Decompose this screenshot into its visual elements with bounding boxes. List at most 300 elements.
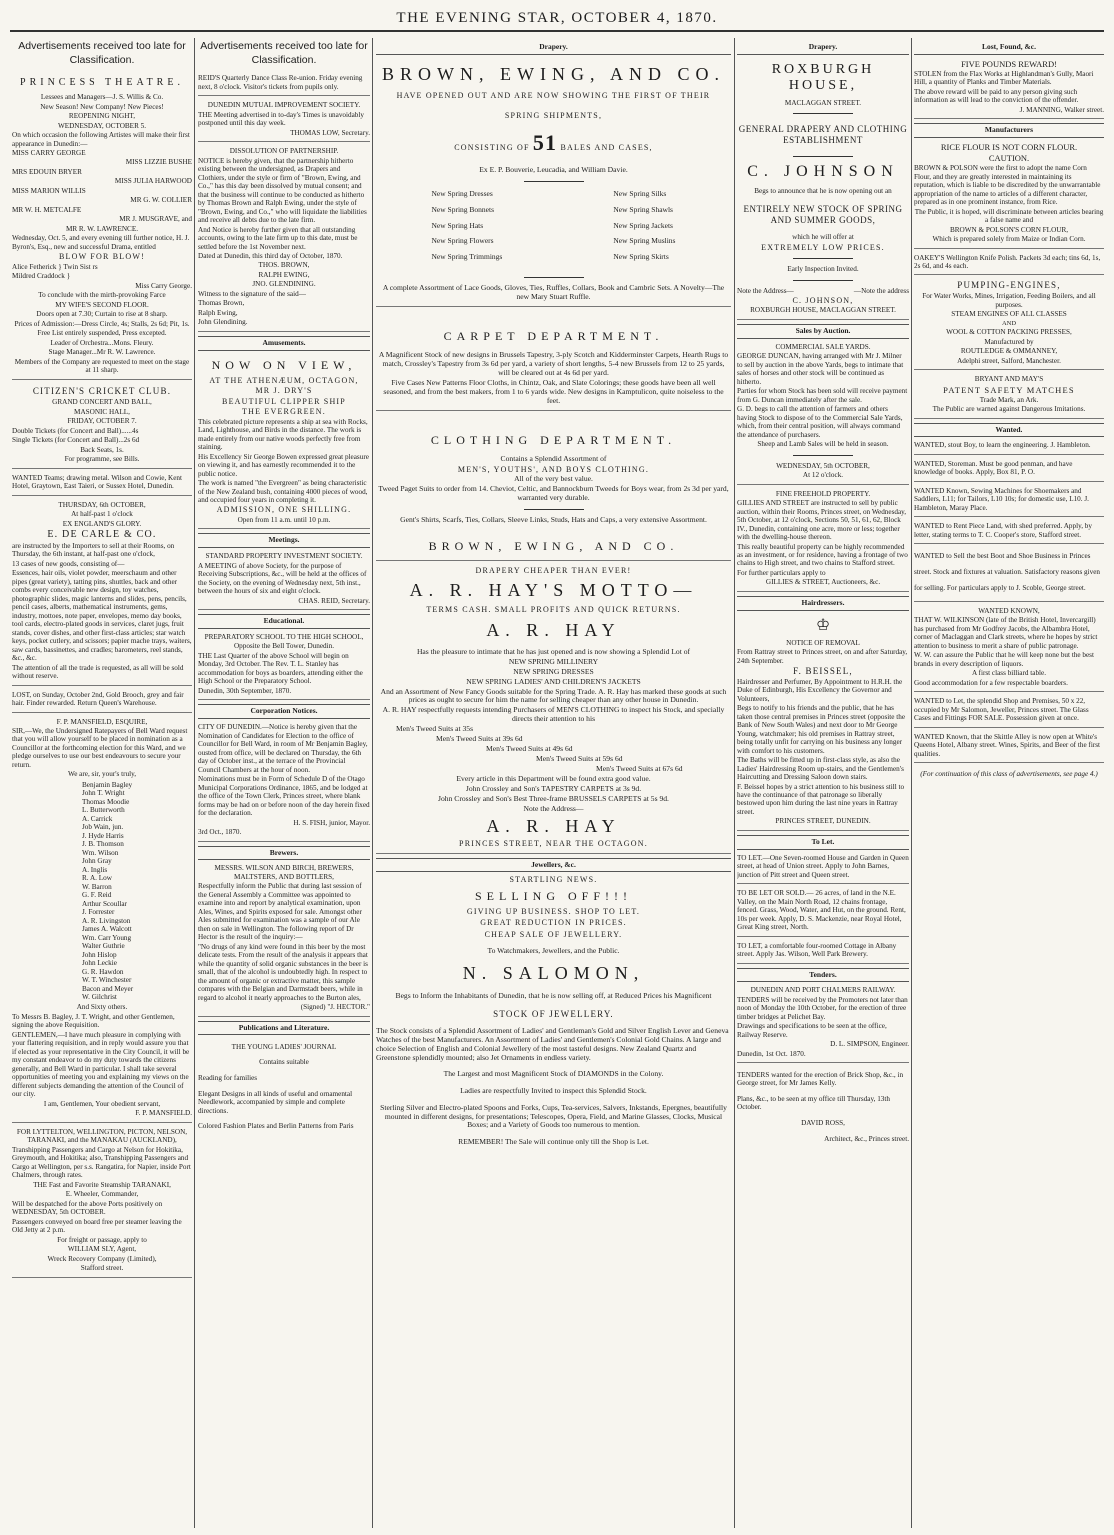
ad-line: Prices of Admission:—Dress Circle, 4s; Stalls, 2s 6d; Pit, 1s. <box>14 319 190 328</box>
section-tenders: Tenders. <box>737 968 909 983</box>
ad-line: Passengers conveyed on board free per steamer leaving the Old Jetty at 2 p.m. <box>12 1217 182 1235</box>
ad-line: Manufactured by <box>984 337 1034 346</box>
signature: John Glendining. <box>198 318 248 327</box>
ad-text: BROWN & POLSON were the first to adopt the name Corn Flour, and they are greatly interested in maintaining its reputation, which is liable to be discredited by the unwarrantable appropriation of the name to articles of a different character, prepared as in one prominent instance, from Rice. <box>914 164 1101 207</box>
ad-text: His Excellency Sir George Bowen expressed great pleasure on viewing it, and has earnestly recommended it to the public notice. <box>198 452 369 478</box>
signature: Ralph Ewing, <box>198 308 238 317</box>
ad-line: Back Seats, 1s. <box>80 445 124 454</box>
ad-address: PRINCES STREET, DUNEDIN. <box>775 817 871 826</box>
signatory-name: Wm. Wilson <box>82 848 119 857</box>
mansfield-requisition-ad <box>12 717 192 1123</box>
goods-item: New Spring Skirts <box>613 252 669 262</box>
ad-text: Witness to the signature of the said— <box>198 289 306 298</box>
divider <box>524 277 584 278</box>
section-brewers: Brewers. <box>198 846 370 861</box>
signature: THOMAS LOW, Secretary. <box>290 128 370 137</box>
ad-title: BRYANT AND MAY'S <box>974 375 1044 384</box>
ad-text: TO LET.—One Seven-roomed House and Garden in Queen street, at head of Union street. Apply to John Barnes, junction of Pitt street and Queen street. <box>737 853 909 879</box>
ad-line: Lessees and Managers—J. S. Willis & Co. <box>40 93 164 102</box>
signatory-name: James A. Walcott <box>82 925 132 934</box>
to-let-ad <box>737 853 909 884</box>
ad-line: DRAPERY CHEAPER THAN EVER! <box>475 566 632 576</box>
signature: (Signed) "J. HECTOR." <box>300 1003 370 1012</box>
signatory-name: R. A. Low <box>82 874 112 883</box>
ad-text: The Baths will be fitted up in first-class style, as also the Ladies' Hairdressing Room up-stairs, and the Gentlemen's Haircutting and Dressing Saloon down stairs. <box>737 756 904 782</box>
evergreen-view-ad <box>198 354 370 530</box>
signature: CHAS. REID, Secretary. <box>298 596 370 605</box>
carpet-department-ad <box>376 311 731 411</box>
preparatory-school-ad <box>198 632 370 700</box>
ad-line: BEAUTIFUL CLIPPER SHIP <box>222 396 346 406</box>
signatory-name: W. Barron <box>82 882 112 891</box>
ad-line: Trade Mark, an Ark. <box>979 395 1039 404</box>
signatory-name: Arthur Scoullar <box>82 899 127 908</box>
ad-text: For Water Works, Mines, Irrigation, Feeding Boilers, and all purposes. <box>922 292 1096 309</box>
ad-name: A. R. HAY <box>486 815 621 836</box>
ad-text: WANTED Teams; drawing metal. Wilson and Cowie, Kent Hotel, Graytown, East Taieri, or Sussex Hotel, Dunedin. <box>12 473 183 491</box>
goods-item: New Spring Trimmings <box>431 252 503 262</box>
section-lost-found: Lost, Found, &c. <box>914 41 1104 55</box>
column-4 <box>737 38 909 1528</box>
commercial-sale-yards-ad <box>737 342 909 485</box>
auctioneer-name: E. DE CARLE & CO. <box>47 528 157 540</box>
column-3 <box>376 38 731 1528</box>
ad-line: Wednesday, Oct. 5, and every evening till further notice, H. J. Byron's, Esq., new and successful Drama, entitled <box>12 234 190 251</box>
ad-text: F. Beissel hopes by a strict attention to his business still to have the continuance of that patronage so liberally bestowed upon him during the last nine years in Rattray street. <box>737 782 905 816</box>
column-2 <box>198 38 370 1528</box>
ad-line: And Sixty others. <box>76 1003 128 1012</box>
ad-text: GENTLEMEN,—I have much pleasure in complying with your flattering requisition, and in reply would assure you that if elected as your representative in the City Council, it will be my constant endeavor to do my duty towards the citizens generally, and Bell Ward in particular. I shall take several opportunities of meeting you and explaining my views on the different subjects demanding the attention of the Council of our city. <box>12 1030 190 1099</box>
ad-title: COMMERCIAL SALE YARDS. <box>775 342 871 351</box>
signatory-name: John Gray <box>82 857 112 866</box>
ad-line: MEN'S, YOUTHS', AND BOYS CLOTHING. <box>457 464 650 474</box>
ad-text: REID'S Quarterly Dance Class Re-union. Friday evening next, 8 o'clock. Visitor's tickets from pupils only. <box>198 74 363 91</box>
ad-line: SELLING OFF!!! <box>475 888 632 903</box>
ad-line: Sheep and Lamb Sales will be held in season. <box>757 440 889 449</box>
bale-count: 51 <box>532 129 558 155</box>
ad-text: "No drugs of any kind were found in this beer by the most delicate tests. From the result of the analysis it appears that while the quantity of solid organic substances in the beer is small, that of the alcohol is undoubtedly high. In respect to the amount of organic or extractive matter, this sample compares with the Belgian and Darmstadt beers, while in regard to alcohol it nearly approaches to the Burton ales, <box>198 942 368 1002</box>
ad-line: Dunedin, 1st Oct. 1870. <box>737 1049 806 1058</box>
signatory-name: G. F. Reid <box>82 891 112 900</box>
ad-line: On which occasion the following Artistes will make their first appearance in Dunedin:— <box>12 131 190 148</box>
masthead-rule <box>10 30 1104 32</box>
mutual-improvement-ad <box>198 100 370 142</box>
signatory-name: A. R. Livingston <box>82 916 131 925</box>
goods-item: New Spring Silks <box>613 188 667 198</box>
ad-text: CITY OF DUNEDIN.—Notice is hereby given that the Nomination of Candidates for Election to the office of Councillor for Bell Ward, in room of Mr Benjamin Bagley, ousted from office, will be declared on Thursday, the 6th day of October inst., at the terrace of the Provincial Council Chambers at the hour of noon. <box>198 723 368 774</box>
section-amusements: Amusements. <box>198 336 370 351</box>
ad-line: C. JOHNSON, <box>792 296 854 306</box>
ad-line: STOCK OF JEWELLERY. <box>493 1008 614 1019</box>
ad-line: Single Tickets (for Concert and Ball)...2s 6d <box>12 436 140 445</box>
freehold-property-ad <box>737 489 909 592</box>
ad-line: All of the very best value. <box>514 474 593 484</box>
ad-title: THE YOUNG LADIES' JOURNAL <box>231 1042 337 1051</box>
ad-line: TERMS CASH. SMALL PROFITS AND QUICK RETURNS. <box>426 605 681 615</box>
ad-line: At 12 o'clock. <box>802 471 844 480</box>
signature: THOS. BROWN, <box>258 261 310 270</box>
ad-text: TO LET, a comfortable four-roomed Cottage in Albany street. Apply Jas. Wilson, Well Park Brewery. <box>737 941 897 959</box>
signatory-name: John T. Wright <box>82 789 125 798</box>
section-educational: Educational. <box>198 614 370 629</box>
ad-line: ADMISSION, ONE SHILLING. <box>216 505 352 515</box>
goods-list-left <box>432 190 503 269</box>
column-divider <box>372 38 373 1528</box>
ad-title: DUNEDIN AND PORT CHALMERS RAILWAY. <box>750 986 896 995</box>
signatory-name: J. Forrester <box>82 908 115 917</box>
drama-title: BLOW FOR BLOW! <box>59 252 145 262</box>
ad-line: John Crossley and Son's TAPESTRY CARPETS at 3s 9d. <box>465 784 642 794</box>
de-carle-sale-ad <box>12 500 192 686</box>
ad-line: Open from 11 a.m. until 10 p.m. <box>237 515 331 524</box>
ad-text: Nominations must be in Form of Schedule D of the Otago Municipal Corporations Ordinance, 1865, and be lodged at the office of the Town Clerk, Princes street, where blank forms may be had on or before noon of the day herein fixed for the declaration. <box>198 775 370 818</box>
ad-line: Contains suitable <box>259 1058 309 1067</box>
section-drapery: Drapery. <box>737 41 909 55</box>
railway-tender-ad <box>737 985 909 1063</box>
ad-text: Sterling Silver and Electro-plated Spoons and Forks, Cups, Tea-services, Salvers, Inkstands, Epergnes, beautifully mounted in different designs, for presentations; Telescopes, Opera, Field, and Marine Glasses, Clocks, Musical Boxes; and a Variety of Goods too numerous to mention. <box>380 1102 727 1130</box>
ad-title: MOTTO— <box>579 579 698 600</box>
ad-line: THURSDAY, 6th OCTOBER, <box>58 500 146 509</box>
price-line: Men's Tweed Suits at 49s 6d <box>486 744 573 754</box>
signatory-name: A. Inglis <box>82 865 108 874</box>
ad-line: To conclude with the mirth-provoking Farce <box>38 291 166 300</box>
ad-line: Will be despatched for the above Ports positively on WEDNESDAY, 5th OCTOBER. <box>12 1199 163 1217</box>
column-5 <box>914 38 1104 1528</box>
standard-property-ad <box>198 551 370 610</box>
ad-line: which he will offer at <box>792 233 854 242</box>
ad-line: The Public are warned against Dangerous Imitations. <box>932 405 1086 414</box>
ad-line: STARTLING NEWS. <box>509 875 598 885</box>
price-line: Men's Tweed Suits at 59s 6d <box>536 754 623 764</box>
signatory-name: John Leckie <box>82 959 117 968</box>
ad-title: ROXBURGH HOUSE, <box>771 61 875 94</box>
ad-text: The Stock consists of a Splendid Assortment of Ladies' and Gentleman's Gold and Silver English Lever and Geneva Watches of the best Manufacturers. An Assortment of Ladies' and Gentlemen's Colonial Gold Chains. A large and choice Selection of English and Colonial Jewellery of the most tasteful designs. New Zealand Quartz and Greenstone splendidly mounted; also Jet Ornaments in endless variety. <box>376 1026 729 1062</box>
divider <box>793 280 853 281</box>
ad-text: And Notice is hereby further given that all outstanding accounts, owing to the late firm up to this date, must be settled before the 1st November next. <box>198 225 358 251</box>
ad-title: FOR LYTTELTON, WELLINGTON, PICTON, NELSON, TARANAKI, and the MANAKAU (AUCKLAND), <box>16 1127 188 1145</box>
signatory-name: Bacon and Meyer <box>82 984 134 993</box>
ad-line: Members of the Company are requested to meet on the stage at 11 sharp. <box>14 357 190 375</box>
ad-text: WANTED Known, that the Skittle Alley is now open at White's Queens Hotel, Albany street. Wines, Spirits, and Beer of the first qualities. <box>914 732 1101 758</box>
divider <box>793 156 853 157</box>
beissel-removal-ad <box>737 614 909 831</box>
divider <box>524 181 584 182</box>
price-line: Men's Tweed Suits at 35s <box>396 724 474 734</box>
wanted-ad <box>914 486 1104 517</box>
lost-brooch-ad <box>12 690 192 713</box>
ad-line: Note the Address— <box>523 803 584 813</box>
wanted-ad <box>914 732 1104 763</box>
signature: RALPH EWING, <box>258 270 310 279</box>
roxburgh-house-ad <box>737 58 909 320</box>
ad-line: EXTREMELY LOW PRICES. <box>761 242 885 252</box>
ad-line: HAVE OPENED OUT AND ARE NOW SHOWING THE FIRST OF THEIR <box>396 91 711 101</box>
price-line: Men's Tweed Suits at 39s 6d <box>436 734 523 744</box>
divider <box>793 258 853 259</box>
ad-text: THE Last Quarter of the above School will begin on Monday, 3rd October. The Rev. T. L. Stanley has accommodation for boys as boarders, attending either the High School or the Preparatory School. <box>198 651 363 686</box>
column-1 <box>12 38 192 1528</box>
wanted-known-ad <box>914 606 1104 692</box>
goods-item: New Spring Bonnets <box>431 204 494 214</box>
ad-line: Stafford street. <box>80 1264 124 1273</box>
signature: H. S. FISH, junior, Mayor. <box>293 818 370 827</box>
ad-line: John Crossley and Son's Best Three-frame BRUSSELS CARPETS at 5s 9d. <box>438 794 669 804</box>
ad-line: Mildred Craddock } <box>12 272 71 281</box>
ad-text: Plans, &c., to be seen at my office till Thursday, 13th October. <box>737 1094 890 1112</box>
ad-text: WANTED Known, Sewing Machines for Shoemakers and Saddlers, L11; for Tailors, L10 10s; for domestic use, L10. J. Hambleton, Maray Place. <box>914 486 1089 512</box>
price-line: Men's Tweed Suits at 67s 6d <box>596 764 683 774</box>
ad-name: N. SALOMON, <box>462 963 645 984</box>
ad-text: From Rattray street to Princes street, on and after Saturday, 24th September. <box>737 648 908 665</box>
ad-line: CHEAP SALE OF JEWELLERY. <box>484 929 623 939</box>
signatory-name: Thomas Moodie <box>82 797 130 806</box>
ad-line: Note the Address— <box>737 286 794 295</box>
shipping-taranaki-ad <box>12 1127 192 1278</box>
ad-line: REOPENING NIGHT, <box>68 112 136 121</box>
cast-name: MR G. W. COLLIER <box>130 196 192 205</box>
ad-line: Which is prepared solely from Maize or Indian Corn. <box>932 235 1086 244</box>
ad-text: Good accommodation for a few respectable boarders. <box>914 678 1068 687</box>
ad-text: WANTED, Storeman. Must be good penman, and have knowledge of books. Apply, Box 81, P. O. <box>914 459 1073 477</box>
ad-line: BROWN & POLSON'S CORN FLOUR, <box>949 225 1069 234</box>
signature: D. L. SIMPSON, Engineer. <box>830 1040 909 1049</box>
ad-line: PATENT SAFETY MATCHES <box>943 384 1075 395</box>
ad-title: FINE FREEHOLD PROPERTY. <box>775 489 871 498</box>
pumping-engines-ad <box>914 279 1104 370</box>
ad-line: THE Fast and Favorite Steamship TARANAKI, <box>33 1180 171 1189</box>
ad-line: ROUTLEDGE & OMMANNEY, <box>960 347 1058 356</box>
ad-text: And an Assortment of New Fancy Goods suitable for the Spring Trade. A. R. Hay has marked these goods at such prices as ought to secure for him the name for selling cheaper than any other house in Dunedin. <box>380 686 727 705</box>
ad-line: We are, sir, your's truly, <box>67 770 137 779</box>
ad-line: BALES AND CASES, <box>560 142 653 152</box>
ad-name: A. R. HAY <box>486 620 621 641</box>
ad-title: NOTICE OF REMOVAL <box>786 638 860 647</box>
ad-title: DUNEDIN MUTUAL IMPROVEMENT SOCIETY. <box>207 101 361 110</box>
ad-line: Architect, &c., Princes street. <box>824 1134 909 1143</box>
ad-line: —Note the address <box>853 286 909 295</box>
ad-line: GIVING UP BUSINESS. SHOP TO LET. <box>466 907 641 917</box>
wilson-birch-ad <box>198 863 370 1016</box>
section-header: Advertisements received too late for Classification. <box>18 40 186 66</box>
ad-line: MACLAGGAN STREET. <box>784 98 862 107</box>
section-manufacturers: Manufacturers <box>914 123 1104 138</box>
wanted-teams-ad <box>12 473 192 496</box>
ad-line: Dunedin, 30th September, 1870. <box>198 686 292 695</box>
signature: F. P. MANSFIELD. <box>135 1109 192 1118</box>
salomon-jewellery-ad <box>376 875 731 1147</box>
ad-text: Parties for whom Stock has been sold will receive payment from G. Duncan immediately after the sale. <box>737 387 908 404</box>
ad-line: Double Tickets (for Concert and Ball)......4s <box>12 426 139 435</box>
ad-text: A. R. HAY respectfully requests intending Purchasers of MEN'S CLOTHING to inspect his Stock, and specially directs their attention to his <box>382 705 725 724</box>
section-wanted: Wanted. <box>914 423 1104 438</box>
signatory-name: W. Gilchrist <box>82 993 117 1001</box>
ad-line: GRAND CONCERT AND BALL, <box>52 398 152 407</box>
ad-text: Begs to Inform the Inhabitants of Dunedin, that he is now selling off, at Reduced Prices his Magnificent <box>395 991 712 1001</box>
ad-title: CLOTHING DEPARTMENT. <box>430 432 677 447</box>
ad-text: This really beautiful property can be highly recommended as an investment, or for residence, having a frontage of two chains to High street, and two chains to Stafford street. <box>737 542 908 568</box>
signatory-list <box>82 781 192 1002</box>
signatory-name: W. T. Winchester <box>82 976 132 985</box>
signatory-name: J. B. Thomson <box>82 840 124 849</box>
ad-line: WEDNESDAY, OCTOBER 5. <box>57 121 147 130</box>
ad-text: NOTICE is hereby given, that the partnership hitherto existing between the undersigned, as Drapers and Clothiers, under the style or firm of "Brown, Ewing, and Co.," has this day been dissolved by mutual consent; and that the business will continue to be conducted as hitherto by Thomas Brown and Ralph Ewing, under the style of "Brown, Ewing, and Co.," who will liquidate the liabilities and receive all debts due to the late firm. <box>198 156 367 225</box>
cast-name: MR J. MUSGRAVE, and <box>119 215 192 224</box>
ad-text: Has the pleasure to intimate that he has just opened and is now showing a Splendid Lot of <box>416 646 691 656</box>
ad-signature: BROWN, EWING, AND CO. <box>428 539 679 554</box>
ad-line: Leader of Orchestra...Mons. Fleury. <box>50 338 154 347</box>
ad-text: The above reward will be paid to any person giving such information as will lead to the conviction of the offender. <box>914 87 1079 105</box>
ad-text: A complete Assortment of Lace Goods, Gloves, Ties, Ruffles, Collars, Book and Cambric Sets. A Novelty—The new Mary Stuart Ruffle. <box>382 283 725 302</box>
divider <box>793 455 853 456</box>
ad-text: LOST, on Sunday, October 2nd, Gold Brooch, grey and fair hair. Finder rewarded. Return Queen's Warehouse. <box>12 690 184 708</box>
signature: JNO. GLENDINING. <box>252 280 316 289</box>
ad-text: WANTED to Rent Piece Land, with shed preferred. Apply, by letter, stating terms to T. C. Cooper's store, Stafford street. <box>914 522 1092 539</box>
ad-title: DISSOLUTION OF PARTNERSHIP. <box>229 147 339 156</box>
signature: Thomas Brown, <box>198 299 245 308</box>
signatory-name: A. Carrick <box>82 814 113 823</box>
ad-text: G. D. begs to call the attention of farmers and others having Stock to dispose of to the Commercial Sale Yards, which, from their central position, will always command the attendance of purchasers. <box>737 405 903 439</box>
continuation-note: (For continuation of this class of advertisements, see page 4.) <box>920 770 1098 779</box>
divider <box>793 113 853 114</box>
ad-title: RICE FLOUR IS NOT CORN FLOUR. <box>940 142 1078 153</box>
section-corporation: Corporation Notices. <box>198 704 370 719</box>
ad-text: SIR,—We, the Undersigned Ratepayers of Bell Ward request that you will allow yourself to be placed in nomination as a Councillor at the forthcoming election for this Ward, and we pledge ourselves to use our best endeavours to secure your return. <box>12 726 188 769</box>
ad-line: AT THE ATHENÆUM, OCTAGON, <box>209 375 359 385</box>
ad-line: ENTIRELY NEW STOCK OF SPRING AND SUMMER GOODS, <box>743 203 903 225</box>
ad-line: WILLIAM SLY, Agent, <box>67 1245 137 1254</box>
ad-line: E. Wheeler, Commander, <box>65 1190 139 1199</box>
dissolution-ad <box>198 146 370 332</box>
ross-tender-ad <box>737 1071 909 1143</box>
royal-crest-icon: ♔ <box>815 616 831 634</box>
cast-name: MISS LIZZIE BUSHE <box>125 158 192 167</box>
ad-address: Adelphi street, Salford, Manchester. <box>957 356 1061 365</box>
ad-line: MR J. DRY'S <box>255 386 313 396</box>
ad-text: This celebrated picture represents a ship at sea with Rocks, Land, Lighthouse, and Birds in the distance. The work is made entirely from our native woods perfectly free from staining. <box>198 417 368 452</box>
ad-line: NEW SPRING MILLINERY <box>508 656 599 666</box>
ad-text: Dated at Dunedin, this third day of October, 1870. <box>198 252 343 260</box>
ad-text: For further particulars apply to <box>737 568 826 577</box>
ad-line: WOOL & COTTON PACKING PRESSES, <box>946 328 1072 337</box>
ad-name: F. BEISSEL, <box>793 666 853 677</box>
ad-line: CONSISTING OF <box>454 142 530 152</box>
ad-text: THAT W. WILKINSON (late of the British Hotel, Invercargill) has purchased from Mr Godfrey Jacobs, the Albambra Hotel, corner of Maclaggan and Clark streets, where he hopes by strict attention to business to merit a share of public patronage. <box>914 616 1098 650</box>
signatory-name: John Hislop <box>82 950 117 959</box>
signatory-name: L. Butterworth <box>82 806 125 815</box>
ad-line: THE EVERGREEN. <box>242 407 326 417</box>
signatory-name: Job Wain, jun. <box>82 823 124 832</box>
ad-text: TENDERS will be received by the Promoters not later than noon of Monday the 10th October, for the erection of three timber bridges at Pelichet Bay. <box>737 995 908 1021</box>
section-jewellers: Jewellers, &c. <box>376 858 731 873</box>
ad-title: CARPET DEPARTMENT. <box>443 328 664 343</box>
masthead <box>0 0 1114 34</box>
column-divider <box>911 38 912 1528</box>
wanted-ad <box>914 440 1104 454</box>
ad-title: F. P. MANSFIELD, ESQUIRE, <box>56 717 148 726</box>
goods-item: New Spring Flowers <box>431 236 494 246</box>
ad-text: Transhipping Passengers and Cargo at Nelson for Hokitika, Greymouth, and Hokitika; also, Transhipping Passengers and Cargo at Wellington, per s.s. Rangatira, for Napier, inside Port Chalmers, through rates. <box>12 1145 191 1180</box>
section-hairdressers: Hairdressers. <box>737 596 909 611</box>
signatory-name: Wm. Carr Young <box>82 933 132 942</box>
signature: GILLIES & STREET, Auctioneers, &c. <box>765 578 881 587</box>
wanted-ad <box>914 521 1104 544</box>
ad-text: TENDERS wanted for the erection of Brick Shop, &c., in George street, for Mr James Kelly. <box>737 1070 904 1088</box>
ad-text: Respectfully inform the Public that during last session of the General Assembly a Committee was appointed to examine into and report by analytical examination, upon Ales, Wines, and Spirits exposed for sale. Amongst other Ales submitted for examination was a sample of our Ale then on sale in Wellington. The following report of Dr Hector is the result of the inquiry:— <box>198 882 362 942</box>
brown-ewing-ad <box>376 58 731 307</box>
ad-line: GENERAL DRAPERY AND CLOTHING ESTABLISHMENT <box>738 124 908 145</box>
ad-line: SPRING SHIPMENTS, <box>504 110 603 120</box>
ad-text: WANTED to Let, the splendid Shop and Premises, 50 x 22, occupied by Mr Salomon, Jeweller, Princes street. The Glass Cases and Fittings FOR SALE. Possession given at once. <box>914 697 1089 723</box>
ad-line: Every article in this Department will be found extra good value. <box>456 774 651 784</box>
ad-text: Drawings and specifications to be seen at the office, Railway Reserve. <box>737 1022 887 1039</box>
wanted-ad <box>914 696 1104 727</box>
goods-item: New Spring Muslins <box>613 236 676 246</box>
ad-line: EX ENGLAND'S GLORY. <box>62 519 142 528</box>
ad-text: Essences, hair oils, violet powder, meerschaum and other pipes (great variety), tatting pins, shuttles, back and other combs every conceivable new design, toy watches, photographic slides, magic lanterns and slides, pens, pencils, pencil cases, alberts, mathematical instruments, gems, industry, mottoes, note paper, envelopes, memo day books, tool cards, electro-plated goods in services, claret jugs, fruit stands, cover dishes, and other first-class articles; star watch keys, pocket cutlery, and scissors; papier mache trays, waiters, saw cards, bassinettes, and cradles; barometers, reel stands, &c., &c. <box>12 569 192 663</box>
ad-title: PREPARATORY SCHOOL TO THE HIGH SCHOOL, <box>204 632 364 641</box>
cast-name: MISS MARION WILLIS <box>12 186 86 195</box>
goods-item: New Spring Jackets <box>613 220 673 230</box>
section-meetings: Meetings. <box>198 533 370 548</box>
ad-line: NEW SPRING LADIES' AND CHILDREN'S JACKETS <box>466 676 641 686</box>
ad-title: STANDARD PROPERTY INVESTMENT SOCIETY. <box>205 552 363 561</box>
ad-title: PUMPING-ENGINES, <box>957 280 1061 291</box>
clothing-department-ad <box>376 415 731 562</box>
ad-text: To Messrs B. Bagley, J. T. Wright, and other Gentlemen, signing the above Requisition. <box>12 1012 175 1030</box>
ad-text: The Public, it is hoped, will discriminate between articles bearing a false name and <box>914 207 1104 225</box>
ad-text: Hairdresser and Perfumer, By Appointment to H.R.H. the Duke of Edinburgh, His Excellency the Governor and Volunteers, <box>737 677 903 703</box>
ad-name: C. JOHNSON <box>747 162 899 180</box>
ad-text: Reading for families <box>198 1073 258 1082</box>
ad-title: MESSRS. WILSON AND BIRCH, BREWERS, MALTSTERS, AND BOTTLERS, <box>214 864 354 881</box>
oakey-polish-ad <box>914 253 1104 276</box>
divider <box>524 509 584 510</box>
ad-title: NOW ON VIEW, <box>211 357 357 372</box>
ad-line: For freight or passage, apply to <box>57 1235 147 1244</box>
ad-line: 3rd Oct., 1870. <box>198 828 242 837</box>
ad-line: Ladies are respectfully Invited to inspect this Splendid Stock. <box>460 1086 647 1096</box>
five-pounds-reward-ad <box>914 58 1104 119</box>
ad-line: FRIDAY, OCTOBER 7. <box>67 417 137 426</box>
ad-text: GILLIES AND STREET are instructed to sell by public auction, within their Rooms, Princes street, on Wednesday, 5th October, at 12 o'clock, Sections 50, 51, 61, 62, Block IV., Dunedin, containing one acre, more or less; together with the dwelling-house thereon. <box>737 499 907 542</box>
ad-line: Alice Fetherick } Twin Sist rs <box>12 262 98 271</box>
ad-line: New Season! New Company! New Pieces! <box>40 102 164 111</box>
ad-line: A first class billiard table. <box>971 669 1047 678</box>
ad-text: Elegant Designs in all kinds of useful and ornamental Needlework, accompanied by simple and complete directions. <box>198 1089 353 1115</box>
ad-address: ROXBURGH HOUSE, MACLAGGAN STREET. <box>750 306 896 315</box>
ad-text: W. W. can assure the Public that he will keep none but the best brands in every description of liquors. <box>914 651 1094 668</box>
ad-line: GREAT REDUCTION IN PRICES. <box>480 918 627 928</box>
column-divider <box>194 38 195 1528</box>
bryant-may-ad <box>914 374 1104 418</box>
goods-item: New Spring Dresses <box>431 188 493 198</box>
ad-text: OAKEY'S Wellington Knife Polish. Packets 3d each; tins 6d, 1s, 2s 6d, and 4s each. <box>914 253 1101 270</box>
ad-line: Early Inspection Invited. <box>787 265 859 274</box>
to-let-ad <box>737 888 909 936</box>
to-let-ad <box>737 941 909 964</box>
ad-text: Begs to notify to his friends and the public, that he has taken those central premises in Princes street (opposite the Bank of New South Wales) and next door to Mr George Young, watchmaker; his old premises in Rattray street, being totally unfit for carrying on his business any longer with comfort to his customers. <box>737 704 906 755</box>
ad-line: Opposite the Bell Tower, Dunedin. <box>233 642 335 651</box>
ad-line: Miss Carry George. <box>135 281 192 290</box>
goods-list-right <box>613 190 675 269</box>
ad-text: The attention of all the trade is requested, as all will be sold without reserve. <box>12 663 184 681</box>
ad-line: STEAM ENGINES OF ALL CLASSES <box>951 310 1067 319</box>
ad-title: CITIZEN'S CRICKET CLUB. <box>32 385 172 396</box>
cricket-club-ad <box>12 384 192 469</box>
a-r-hay-ad <box>376 565 731 853</box>
cast-name: MR R. W. LAWRENCE. <box>65 224 139 233</box>
ad-text: STOLEN from the Flax Works at Highlandman's Gully, Maori Hill, a quantity of Planks and Timber Materials. <box>914 69 1094 87</box>
